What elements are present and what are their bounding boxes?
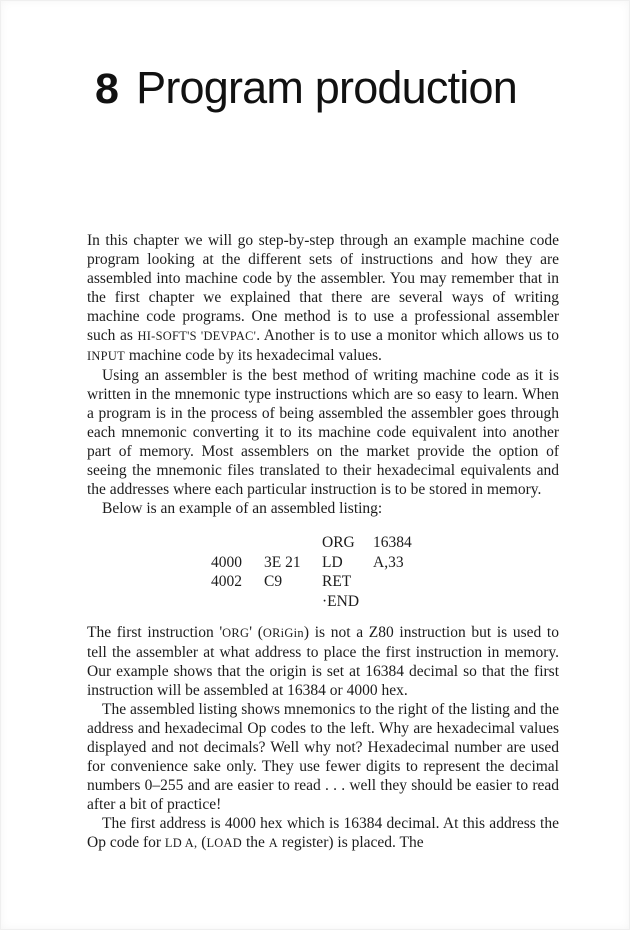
listing-mnemonic: RET	[322, 573, 352, 590]
listing-operand	[373, 592, 559, 612]
text-segment: Using an assembler is the best method of writing machine code as it is written in the mnemonic type instructions which are so easy to learn. When a program is in the process of being assembled the assembler goes through each mnemonic converting it to its machine code equivalent into another part of memory. Most assemblers on the market provide the option of seeing the mnemonic files translated to their hexadecimal equivalents and the addresses where each particular instruction is to be stored in memory.	[87, 367, 559, 498]
text-segment: machine code by its hexadecimal values.	[124, 347, 382, 364]
para-assembled-listing-shows	[87, 700, 559, 814]
listing-address: 4002	[211, 573, 242, 590]
smallcaps-text: LD A,	[164, 836, 198, 850]
listing-opcodes	[264, 533, 322, 553]
smallcaps-text: ORG	[222, 626, 250, 640]
para-org-instruction	[87, 623, 559, 700]
smallcaps-text: ORiGin	[262, 626, 304, 640]
listing-opcodes: C9	[264, 573, 283, 590]
chapter-title: Program production	[136, 62, 517, 113]
text-segment: ' (	[249, 624, 263, 641]
para-using-assembler	[87, 366, 559, 499]
listing-address	[211, 533, 264, 553]
para-below-example	[87, 499, 559, 518]
text-segment: (	[197, 834, 207, 851]
chapter-number: 8	[95, 65, 119, 113]
text-segment: The first instruction '	[87, 624, 223, 641]
listing-address: 4000	[211, 553, 242, 571]
text-segment: . Another is to use a monitor which allows us to	[256, 327, 559, 344]
body-text	[87, 231, 559, 853]
smallcaps-text: A	[268, 836, 278, 850]
listing-address	[211, 592, 264, 612]
text-segment: the	[242, 834, 269, 851]
text-segment: The assembled listing shows mnemonics to the right of the listing and the address and hexadecimal Op codes to the left. Why are hexadecimal values displayed and not decimals? Well why not? Hexadecimal number are used for convenience sake only. They use fewer digits to represent the decimal numbers 0–255 and are easier to read . . . well they should be easier to read after a bit of practice!	[87, 701, 559, 813]
text-segment: ) is not a Z80 instruction but is used to tell the assembler at what address to place the first instruction in memory. Our example shows that the origin is set at 16384 decimal so that the first instruction will be assembled at 16384 or 4000 hex.	[87, 624, 559, 699]
listing-operand	[373, 572, 559, 592]
listing-mnemonic: LD	[322, 553, 343, 571]
listing-operand: A,33	[373, 553, 404, 571]
text-segment: Below is an example of an assembled listing:	[102, 500, 383, 517]
smallcaps-text: INPUT	[87, 349, 125, 363]
smallcaps-text: HI-SOFT'S 'DEVPAC'	[137, 329, 257, 343]
listing-opcodes	[264, 592, 322, 612]
listing-operand: 16384	[373, 534, 412, 551]
listing-mnemonic: ORG	[322, 534, 355, 551]
para-intro	[87, 231, 559, 366]
listing-opcodes: 3E 21	[264, 553, 301, 571]
para-first-address	[87, 814, 559, 853]
smallcaps-text: LOAD	[206, 836, 243, 850]
text-segment: The first address is 4000 hex which is 16384 decimal. At this address the Op code for	[87, 815, 559, 851]
chapter-heading	[0, 0, 630, 114]
listing-mnemonic: ·END	[322, 592, 360, 610]
text-segment: In this chapter we will go step-by-step through an example machine code program looking at the different sets of instructions and how they are assembled into machine code by the assembler. You may remember that in the first chapter we explained that there are several ways of writing machine code programs. One method is to use a professional assembler such as	[87, 232, 559, 344]
text-segment: register) is placed. The	[278, 834, 424, 851]
assembled-listing	[211, 533, 559, 611]
